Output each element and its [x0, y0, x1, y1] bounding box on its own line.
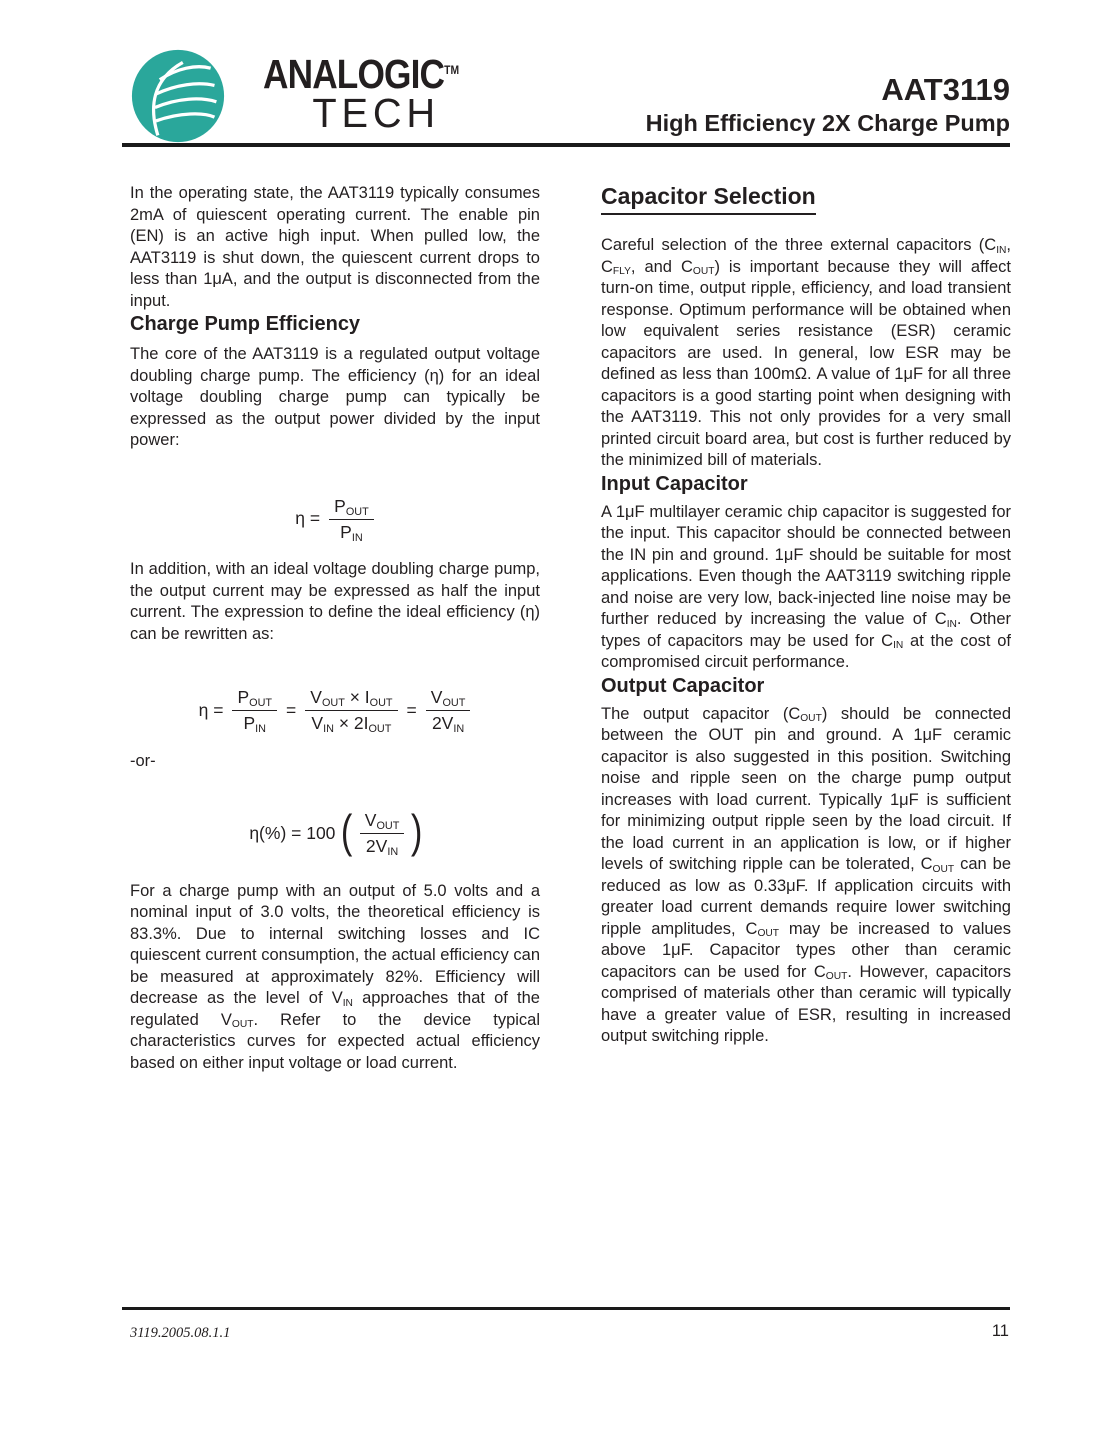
formula-eta-expanded: [130, 687, 540, 734]
or-label: -or-: [130, 751, 156, 770]
trademark-symbol: TM: [444, 63, 460, 77]
close-paren: ): [411, 804, 423, 857]
intro-paragraph: In the operating state, the AAT3119 typically consumes 2mA of quiescent operating current. The enable pin (EN) is an active high input. When pulled low, the AAT3119 is shut down, the quiescent current drops to less than 1μA, and the output is disconnected from the input.: [130, 184, 540, 310]
fraction: $\frac{P_{OUT}}{P_{IN}}$: [232, 687, 277, 734]
document-code: 3119.2005.08.1.1: [130, 1325, 231, 1341]
open-paren: (: [341, 804, 353, 857]
header-divider: [122, 143, 1010, 147]
fraction: $\frac{V_{OUT} \times I_{OUT}}{V_{IN} \times 2I_{OUT}}$: [305, 687, 397, 734]
right-column: [601, 183, 1011, 1048]
heading-charge-pump-efficiency: Charge Pump Efficiency: [130, 313, 361, 335]
heading-input-capacitor: Input Capacitor: [601, 472, 748, 495]
charge-pump-efficiency-paragraph-3: For a charge pump with an output of 5.0 volts and a nominal input of 3.0 volts, the theoretical efficiency is 83.3%. Due to internal switching losses and IC quiescent current consumption, the actual efficiency can be measured at approximately 82%. Efficiency will decrease as the level of $V_{IN}$ approaches that of the regulated $V_{OUT}$. Refer to the device typical characteristics curves for expected actual efficiency based on either input voltage or load current.: [130, 881, 540, 1072]
page-number: 11: [991, 1322, 1009, 1340]
header-title-block: [646, 72, 1010, 138]
logo-name-top: ANALOGIC™: [263, 51, 460, 97]
formula-eta-basic: [130, 496, 540, 543]
footer-divider: [122, 1307, 1010, 1310]
formula-lhs: η(%) = 100: [249, 822, 336, 843]
leaf-logo-icon: [130, 48, 226, 144]
equals-sign: =: [406, 699, 417, 720]
fraction: $\frac{V_{OUT}}{2V_{IN}}$: [360, 810, 405, 857]
formula-lhs: η =: [198, 699, 224, 720]
logo-name-bottom: TECH: [312, 90, 440, 136]
input-capacitor-paragraph: A 1μF multilayer ceramic chip capacitor is suggested for the input. This capacitor should be connected between the IN pin and ground. 1μF should be suitable for most applications. Even though the AAT3119 switching ripple and noise are very low, back-injected line noise may be further reduced by increasing the value of $C_{IN}$. Other types of capacitors may be used for $C_{IN}$ at the cost of compromised circuit performance.: [601, 502, 1011, 671]
capacitor-selection-paragraph: Careful selection of the three external capacitors ($C_{IN}$, $C_{FLY}$, and $C_{OUT}$) is important because they will affect turn-on time, output ripple, efficiency, and load transient response. Optimum performance will be obtained when low equivalent series resistance (ESR) ceramic capacitors are used. In general, low ESR may be defined as less than 100mΩ. A value of 1μF for all three capacitors is a good starting point when designing with the AAT3119. This not only provides for a very small printed circuit board area, but cost is further reduced by the minimized bill of materials.: [601, 236, 1011, 469]
fraction: $\frac{V_{OUT}}{2V_{IN}}$: [426, 687, 471, 734]
equals-sign: =: [286, 699, 297, 720]
fraction: $\frac{P_{OUT}}{P_{IN}}$: [329, 496, 374, 543]
output-capacitor-paragraph: The output capacitor $(C_{OUT})$ should be connected between the OUT pin and ground. A 1μF ceramic capacitor is also suggested in this position. Switching noise and ripple seen on the charge pump output increases with load current. Typically 1μF is sufficient for minimizing output ripple seen by the load circuit. If the load current in an application is low, or if higher levels of switching ripple can be tolerated, $C_{OUT}$ can be reduced as low as 0.33μF. If application circuits with greater load current demands require lower switching ripple amplitudes, $C_{OUT}$ may be increased to values above 1μF. Capacitor types other than ceramic capacitors can be used for $C_{OUT}$. However, capacitors comprised of materials other than ceramic will typically have a greater value of ESR, resulting in increased output switching ripple.: [601, 704, 1012, 1045]
charge-pump-efficiency-paragraph-1: The core of the AAT3119 is a regulated output voltage doubling charge pump. The efficiency (η) for an ideal voltage doubling charge pump can typically be expressed as the output power divided by the input power:: [130, 345, 540, 449]
document-subtitle: High Efficiency 2X Charge Pump: [645, 110, 1010, 136]
heading-output-capacitor: Output Capacitor: [601, 674, 765, 697]
heading-capacitor-selection: Capacitor Selection: [601, 183, 816, 215]
formula-lhs: η =: [295, 508, 321, 529]
part-number: AAT3119: [881, 72, 1010, 107]
left-column: [130, 183, 540, 1074]
formula-eta-percent: [130, 804, 540, 859]
charge-pump-efficiency-paragraph-2: In addition, with an ideal voltage doubling charge pump, the output current may be expressed as half the input current. The expression to define the ideal efficiency (η) can be rewritten as:: [130, 560, 540, 643]
company-logo-text: [235, 51, 460, 136]
